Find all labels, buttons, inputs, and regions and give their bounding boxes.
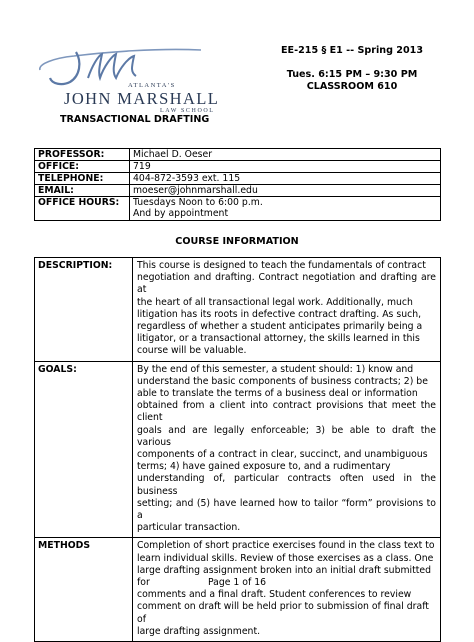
description-label: DESCRIPTION: [35, 258, 133, 362]
logo-atlantas-text: ATLANTA'S [128, 82, 176, 89]
text-line: course will be valuable. [137, 345, 247, 357]
text-line: litigation has its roots in defective contract drafting. As such, [137, 308, 422, 320]
office-hours-label: OFFICE HOURS: [35, 197, 130, 221]
text-line: large drafting assignment broken into an initial draft submitted for [137, 564, 432, 589]
text-line: negotiation and drafting. Contract negotiation and drafting are at [137, 272, 436, 296]
professor-value: Michael D. Oeser [130, 149, 441, 161]
page-number: Page 1 of 16 [207, 577, 267, 588]
table-row [35, 361, 441, 538]
text-line: comment on draft will be held prior to submission of final draft of [137, 601, 429, 625]
email-label: EMAIL: [35, 185, 130, 197]
school-logo [36, 42, 220, 114]
course-time: Tues. 6:15 PM – 9:30 PM [286, 69, 418, 80]
table-row [35, 149, 441, 161]
section-heading: COURSE INFORMATION [175, 236, 299, 247]
text-line: This course is designed to teach the fundamentals of contract [137, 260, 426, 271]
document-title: TRANSACTIONAL DRAFTING [60, 114, 210, 125]
email-value: moeser@johnmarshall.edu [130, 185, 441, 197]
methods-label: METHODS [35, 538, 133, 642]
text-line: understanding of, particular contracts often used in the business [137, 473, 436, 497]
table-row [35, 173, 441, 185]
professor-label: PROFESSOR: [35, 149, 130, 161]
description-text [133, 258, 441, 362]
office-hours-line: Tuesdays Noon to 6:00 p.m. [133, 197, 263, 208]
table-row [35, 161, 441, 173]
text-line: particular transaction. [137, 522, 241, 534]
course-room: CLASSROOM 610 [306, 81, 398, 92]
text-line: obtained from a client into contract provisions that meet the client [137, 400, 436, 424]
text-line: setting; and (5) have learned how to tailor “form” provisions to a [137, 497, 436, 522]
office-label: OFFICE: [35, 161, 130, 173]
office-hours-line: And by appointment [133, 208, 229, 219]
goals-text [133, 361, 441, 538]
methods-text [133, 538, 441, 642]
logo-name-text: JOHN MARSHALL [64, 89, 220, 108]
text-line: goals and are legally enforceable; 3) be able to draft the various [137, 424, 436, 448]
logo-school-text: LAW SCHOOL [160, 108, 215, 114]
text-line: large drafting assignment. [137, 625, 261, 637]
table-row [35, 258, 441, 362]
office-value: 719 [130, 161, 441, 173]
course-code: EE-215 § E1 -- Spring 2013 [281, 45, 423, 56]
table-row [35, 538, 441, 642]
telephone-value: 404-872-3593 ext. 115 [130, 173, 441, 185]
office-hours-value [130, 197, 441, 221]
contact-table [34, 148, 441, 221]
text-line: the heart of all transactional legal work. Additionally, much [137, 296, 413, 308]
text-line: By the end of this semester, a student should: 1) know and [137, 363, 414, 375]
text-line: learn individual skills. Review of those exercises as a class. One [137, 552, 434, 564]
goals-label: GOALS: [35, 361, 133, 538]
text-line: comments and a final draft. Student conferences to review [137, 589, 412, 601]
text-line: terms; 4) have gained exposure to, and a rudimentary [137, 461, 391, 473]
text-line: Completion of short practice exercises found in the class text to [137, 540, 435, 552]
text-line: understand the basic components of business contracts; 2) be [137, 375, 428, 387]
telephone-label: TELEPHONE: [35, 173, 130, 185]
text-line: litigator, or a transactional attorney, the skills learned in this [137, 333, 420, 345]
course-info [262, 45, 442, 93]
text-line: components of a contract in clear, succinct, and unambiguous [137, 449, 428, 461]
table-row [35, 185, 441, 197]
text-line: regardless of whether a student anticipates primarily being a [137, 321, 423, 333]
table-row [35, 197, 441, 221]
text-line: able to translate the terms of a business deal or information [137, 388, 418, 400]
